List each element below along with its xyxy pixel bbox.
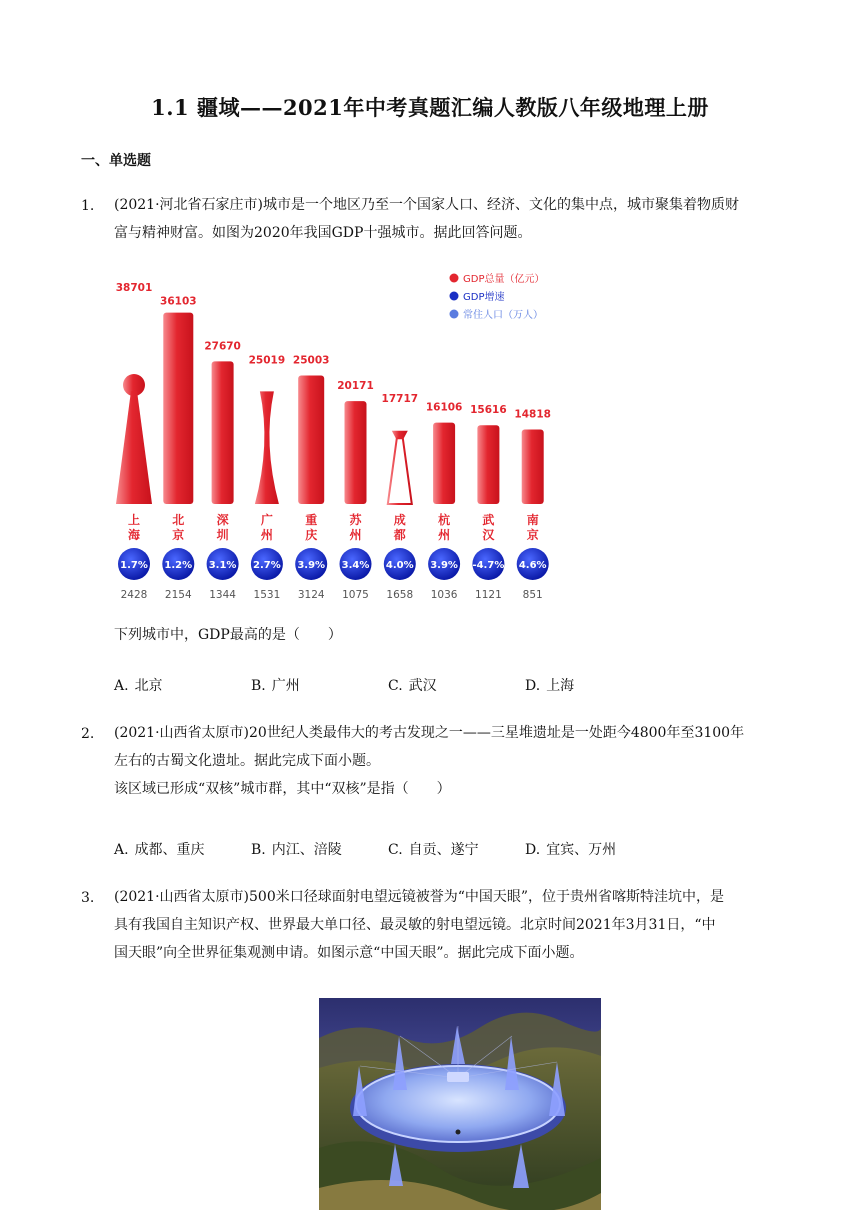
question-2-text (114, 719, 782, 803)
growth-label: -4.7% (472, 560, 505, 571)
gdp-value-label: 15616 (470, 404, 507, 417)
option-text: 广州 (271, 678, 300, 694)
question-3-number: 3. (81, 890, 95, 906)
growth-label: 1.7% (120, 560, 148, 571)
option-b[interactable] (251, 675, 388, 695)
city-label: 京 (526, 528, 539, 542)
city-label: 深 (216, 513, 229, 527)
option-letter: A. (114, 842, 129, 858)
question-2-line-1: (2021·山西省太原市)20世纪人类最伟大的考古发现之一——三星堆遗址是一处距今4800年至3100年 (114, 725, 745, 741)
legend-label: 常住人口（万人） (463, 310, 543, 321)
option-text: 武汉 (408, 678, 437, 694)
chart-bars (116, 282, 551, 601)
tv-tower-icon (116, 299, 152, 504)
question-3-line-3: 国天眼”向全世界征集观测申请。如图示意“中国天眼”。据此完成下面小题。 (114, 945, 584, 961)
skyscraper-icon (477, 425, 499, 504)
city-label: 苏 (349, 513, 362, 527)
option-text: 自贡、遂宁 (408, 842, 479, 858)
gdp-value-label: 17717 (381, 393, 419, 406)
fast-telescope-photo (319, 998, 601, 1210)
city-label: 州 (438, 528, 451, 542)
legend-marker (450, 274, 459, 283)
option-c[interactable] (388, 675, 525, 695)
city-label: 都 (393, 528, 406, 542)
question-1-text (114, 191, 782, 247)
gdp-value-label: 16106 (425, 401, 463, 414)
city-label: 庆 (305, 528, 318, 542)
option-c[interactable] (388, 839, 525, 859)
question-1-line-1: (2021·河北省石家庄市)城市是一个地区乃至一个国家人口、经济、文化的集中点，城市聚集着物质财 (114, 197, 740, 213)
city-label: 海 (127, 528, 141, 542)
option-text: 成都、重庆 (134, 842, 205, 858)
option-d[interactable] (525, 675, 662, 695)
question-2-number: 2. (81, 726, 95, 742)
gdp-value-label: 38701 (115, 281, 153, 294)
population-label: 1036 (430, 589, 458, 601)
option-letter: D. (525, 678, 541, 694)
city-label: 京 (172, 528, 185, 542)
gdp-value-label: 25019 (248, 354, 286, 367)
question-1-number: 1. (81, 198, 95, 214)
skyscraper-icon (298, 375, 324, 504)
question-1-line-2: 富与精神财富。如图为2020年我国GDP十强城市。据此回答问题。 (114, 225, 532, 241)
section-heading: 一、单选题 (81, 153, 151, 169)
canton-tower-icon (255, 371, 279, 504)
option-text: 内江、涪陵 (271, 842, 342, 858)
city-label: 北 (172, 513, 185, 527)
question-1-options (114, 675, 662, 695)
option-letter: A. (114, 678, 129, 694)
option-letter: C. (388, 678, 403, 694)
question-2-line-2: 左右的古蜀文化遗址。据此完成下面小题。 (114, 753, 380, 769)
city-label: 汉 (482, 528, 495, 542)
skyscraper-icon (212, 361, 234, 504)
question-3-text (114, 883, 782, 967)
gdp-value-label: 25003 (292, 354, 330, 367)
option-letter: B. (251, 842, 266, 858)
question-1-prompt: 下列城市中，GDP最高的是（ ） (114, 627, 342, 643)
city-label: 圳 (216, 528, 229, 542)
city-label: 州 (349, 528, 362, 542)
option-a[interactable] (114, 839, 251, 859)
city-label: 上 (127, 513, 141, 527)
growth-label: 2.7% (253, 560, 281, 571)
option-d[interactable] (525, 839, 662, 859)
legend-marker (450, 292, 459, 301)
growth-label: 3.1% (208, 560, 237, 571)
gdp-value-label: 20171 (337, 380, 374, 393)
population-label: 1658 (386, 589, 414, 601)
legend-label: GDP增速 (463, 292, 505, 303)
population-label: 2428 (120, 589, 148, 601)
city-label: 重 (305, 513, 318, 527)
skyscraper-icon (522, 429, 544, 504)
population-label: 2154 (164, 589, 192, 601)
city-label: 广 (260, 513, 273, 527)
option-text: 北京 (134, 678, 163, 694)
question-2-options (114, 839, 662, 859)
city-label: 南 (526, 513, 539, 527)
tv-tower-icon (388, 410, 412, 504)
growth-label: 3.9% (297, 560, 326, 571)
population-label: 1075 (342, 589, 369, 601)
question-3-line-1: (2021·山西省太原市)500米口径球面射电望远镜被誉为“中国天眼”，位于贵州省喀斯特洼坑中，是 (114, 889, 725, 905)
question-2-prompt: 该区域已形成“双核”城市群，其中“双核”是指（ ） (114, 781, 451, 797)
population-label: 1531 (253, 589, 281, 601)
growth-label: 1.2% (164, 560, 193, 571)
city-label: 州 (260, 528, 273, 542)
option-letter: D. (525, 842, 541, 858)
skyscraper-icon (433, 423, 455, 504)
growth-label: 4.6% (518, 560, 547, 571)
gdp-chart (114, 268, 560, 604)
city-label: 武 (482, 513, 495, 527)
option-letter: B. (251, 678, 266, 694)
legend-label: GDP总量（亿元） (463, 274, 545, 285)
option-text: 宜宾、万州 (546, 842, 617, 858)
option-text: 上海 (546, 678, 575, 694)
skyscraper-icon (345, 401, 367, 504)
option-letter: C. (388, 842, 403, 858)
legend-marker (450, 310, 459, 319)
city-label: 杭 (438, 513, 451, 527)
population-label: 1344 (209, 589, 236, 601)
growth-label: 3.4% (341, 560, 370, 571)
gdp-value-label: 14818 (514, 408, 551, 421)
population-label: 851 (522, 589, 543, 601)
gdp-value-label: 27670 (204, 340, 241, 353)
option-b[interactable] (251, 839, 388, 859)
gdp-value-label: 36103 (160, 295, 197, 308)
tall-tower-icon (163, 313, 193, 504)
chart-legend (450, 272, 545, 321)
growth-label: 4.0% (385, 560, 414, 571)
option-a[interactable] (114, 675, 251, 695)
population-label: 1121 (475, 589, 502, 601)
growth-label: 3.9% (430, 560, 458, 571)
population-label: 3124 (297, 589, 325, 601)
question-3-line-2: 具有我国自主知识产权、世界最大单口径、最灵敏的射电望远镜。北京时间2021年3月31日，“中 (114, 917, 716, 933)
page-title: 1.1 疆域——2021年中考真题汇编人教版八年级地理上册 (151, 95, 709, 120)
city-label: 成 (393, 513, 406, 527)
